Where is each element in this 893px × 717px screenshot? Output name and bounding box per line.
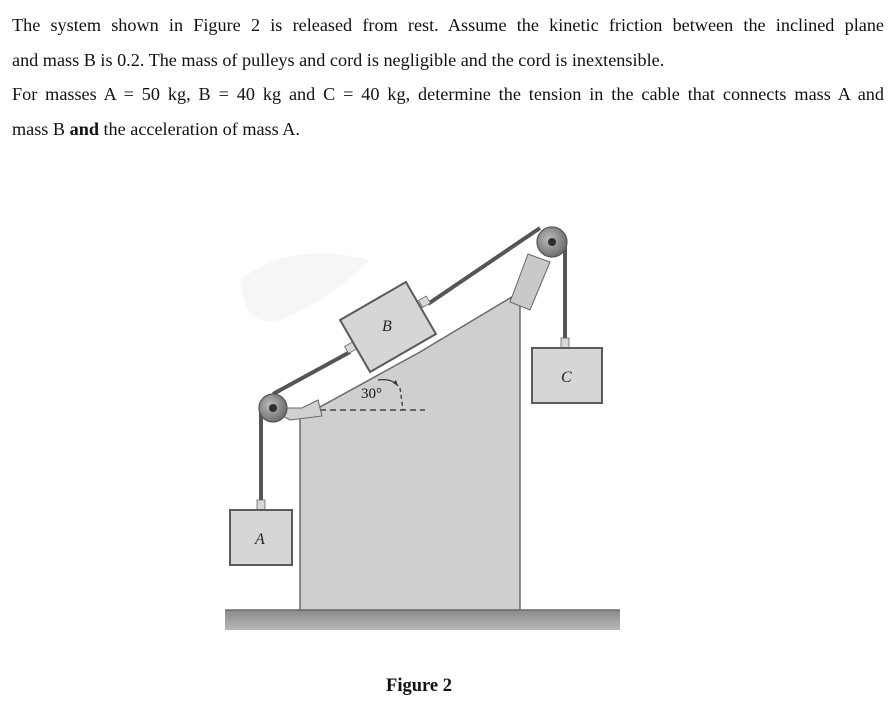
problem-line-4-bold: and <box>69 118 99 139</box>
label-a: A <box>255 531 265 548</box>
label-c: C <box>561 369 572 386</box>
figure-caption <box>0 676 893 697</box>
problem-line-2: and mass B is 0.2. The mass of pulleys and cord is negligible and the cord is inextensible. <box>12 49 665 70</box>
label-b: B <box>382 318 392 335</box>
figure-2-diagram <box>210 210 630 640</box>
right-pulley-bracket <box>510 254 550 310</box>
angle-label: 30° <box>361 386 382 402</box>
cable-a-to-b <box>273 352 350 394</box>
left-pulley-axle <box>269 404 277 412</box>
problem-line-1: The system shown in Figure 2 is released from rest. Assume the kinetic friction between the inclined plane <box>12 15 884 35</box>
right-pulley-axle <box>548 238 556 246</box>
problem-line-4-start: mass B <box>12 118 70 139</box>
stud-a <box>257 500 265 510</box>
problem-line-4 <box>12 112 884 147</box>
problem-line-3: For masses A = 50 kg, B = 40 kg and C = 40 kg, determine the tension in the cable that connects mass A and <box>12 84 884 104</box>
ground <box>225 610 620 630</box>
problem-line-4-end: the acceleration of mass A. <box>98 118 300 139</box>
background-shade <box>240 253 370 321</box>
stud-c <box>561 338 569 348</box>
figure-caption-text: Figure 2 <box>386 676 452 696</box>
problem-statement <box>12 8 884 146</box>
